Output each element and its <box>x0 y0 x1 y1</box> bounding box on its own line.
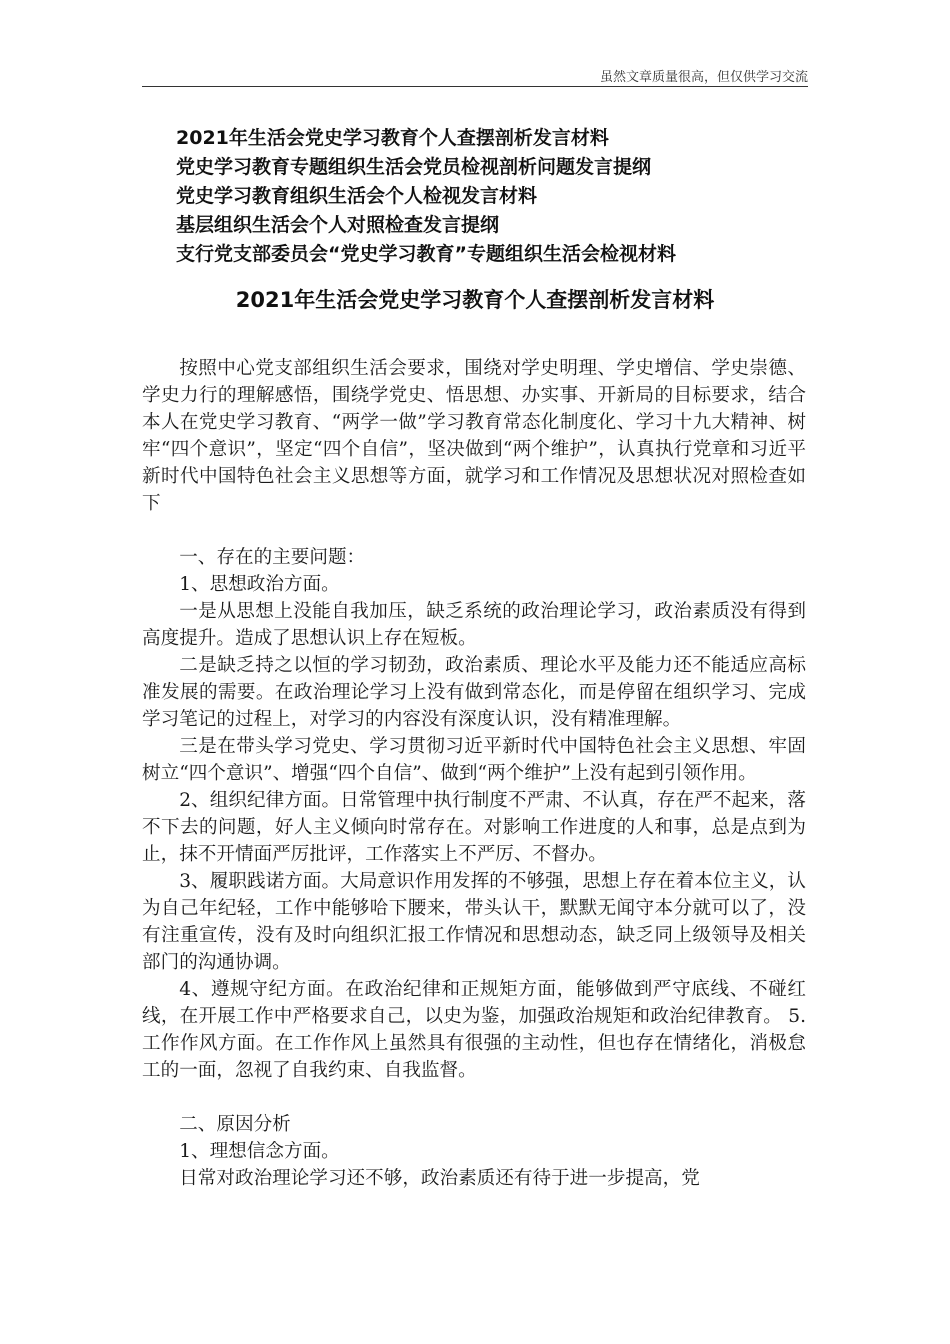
body-paragraph: 三是在带头学习党史、学习贯彻习近平新时代中国特色社会主义思想、牢固树立“四个意识”、增强“四个自信”、做到“两个维护”上没有起到引领作用。 <box>142 736 806 784</box>
toc-item: 党史学习教育组织生活会个人检视发言材料 <box>176 185 538 207</box>
document-title: 2021年生活会党史学习教育个人查摆剖析发言材料 <box>235 288 715 312</box>
header-divider <box>142 86 808 87</box>
body-paragraph: 1、理想信念方面。 <box>179 1141 340 1162</box>
body-paragraph: 一是从思想上没能自我加压，缺乏系统的政治理论学习，政治素质没有得到高度提升。造成了思想认识上存在短板。 <box>142 601 806 649</box>
body-paragraph: 4、遵规守纪方面。在政治纪律和正规矩方面，能够做到严守底线、不碰红线，在开展工作中严格要求自己，以史为鉴，加强政治规矩和政治纪律教育。 5. 工作作风方面。在工作作风上虽然具有很强的主动性，但也存在情绪化，消极怠工的一面，忽视了自我约束、自我监督。 <box>142 979 806 1081</box>
body-paragraph: 二是缺乏持之以恒的学习韧劲，政治素质、理论水平及能力还不能适应高标准发展的需要。在政治理论学习上没有做到常态化，而是停留在组织学习、完成学习笔记的过程上，对学习的内容没有深度认识，没有精准理解。 <box>142 655 806 730</box>
body-paragraph: 日常对政治理论学习还不够，政治素质还有待于进一步提高，党 <box>179 1168 700 1189</box>
toc-item: 基层组织生活会个人对照检查发言提纲 <box>176 214 500 236</box>
body-paragraph: 1、思想政治方面。 <box>179 574 340 595</box>
intro-paragraph: 按照中心党支部组织生活会要求，围绕对学史明理、学史增信、学史崇德、学史力行的理解感悟，围绕学党史、悟思想、办实事、开新局的目标要求，结合本人在党史学习教育、“两学一做”学习教育常态化制度化、学习十九大精神、树牢“四个意识”，坚定“四个自信”，坚决做到“两个维护”，认真执行党章和习近平新时代中国特色社会主义思想等方面，就学习和工作情况及思想状况对照检查如下 <box>142 358 806 514</box>
paragraph-gap <box>142 517 806 544</box>
header-note: 虽然文章质量很高，但仅供学习交流 <box>599 70 808 85</box>
section-heading: 二、原因分析 <box>179 1114 291 1135</box>
toc-item: 支行党支部委员会“党史学习教育”专题组织生活会检视材料 <box>176 243 676 265</box>
toc-list <box>176 124 816 269</box>
body-paragraph: 2、组织纪律方面。日常管理中执行制度不严肃、不认真，存在严不起来，落不下去的问题，好人主义倾向时常存在。对影响工作进度的人和事，总是点到为止，抹不开情面严厉批评，工作落实上不严厉、不督办。 <box>142 790 806 865</box>
section-heading: 一、存在的主要问题： <box>179 547 366 568</box>
toc-item: 2021年生活会党史学习教育个人查摆剖析发言材料 <box>176 127 609 149</box>
document-body <box>142 355 806 1192</box>
toc-item: 党史学习教育专题组织生活会党员检视剖析问题发言提纲 <box>176 156 652 178</box>
body-paragraph: 3、履职践诺方面。大局意识作用发挥的不够强，思想上存在着本位主义，认为自己年纪轻，工作中能够哈下腰来，带头认干，默默无闻守本分就可以了，没有注重宣传，没有及时向组织汇报工作情况和思想动态，缺乏同上级领导及相关部门的沟通协调。 <box>142 871 806 973</box>
paragraph-gap <box>142 1084 806 1111</box>
